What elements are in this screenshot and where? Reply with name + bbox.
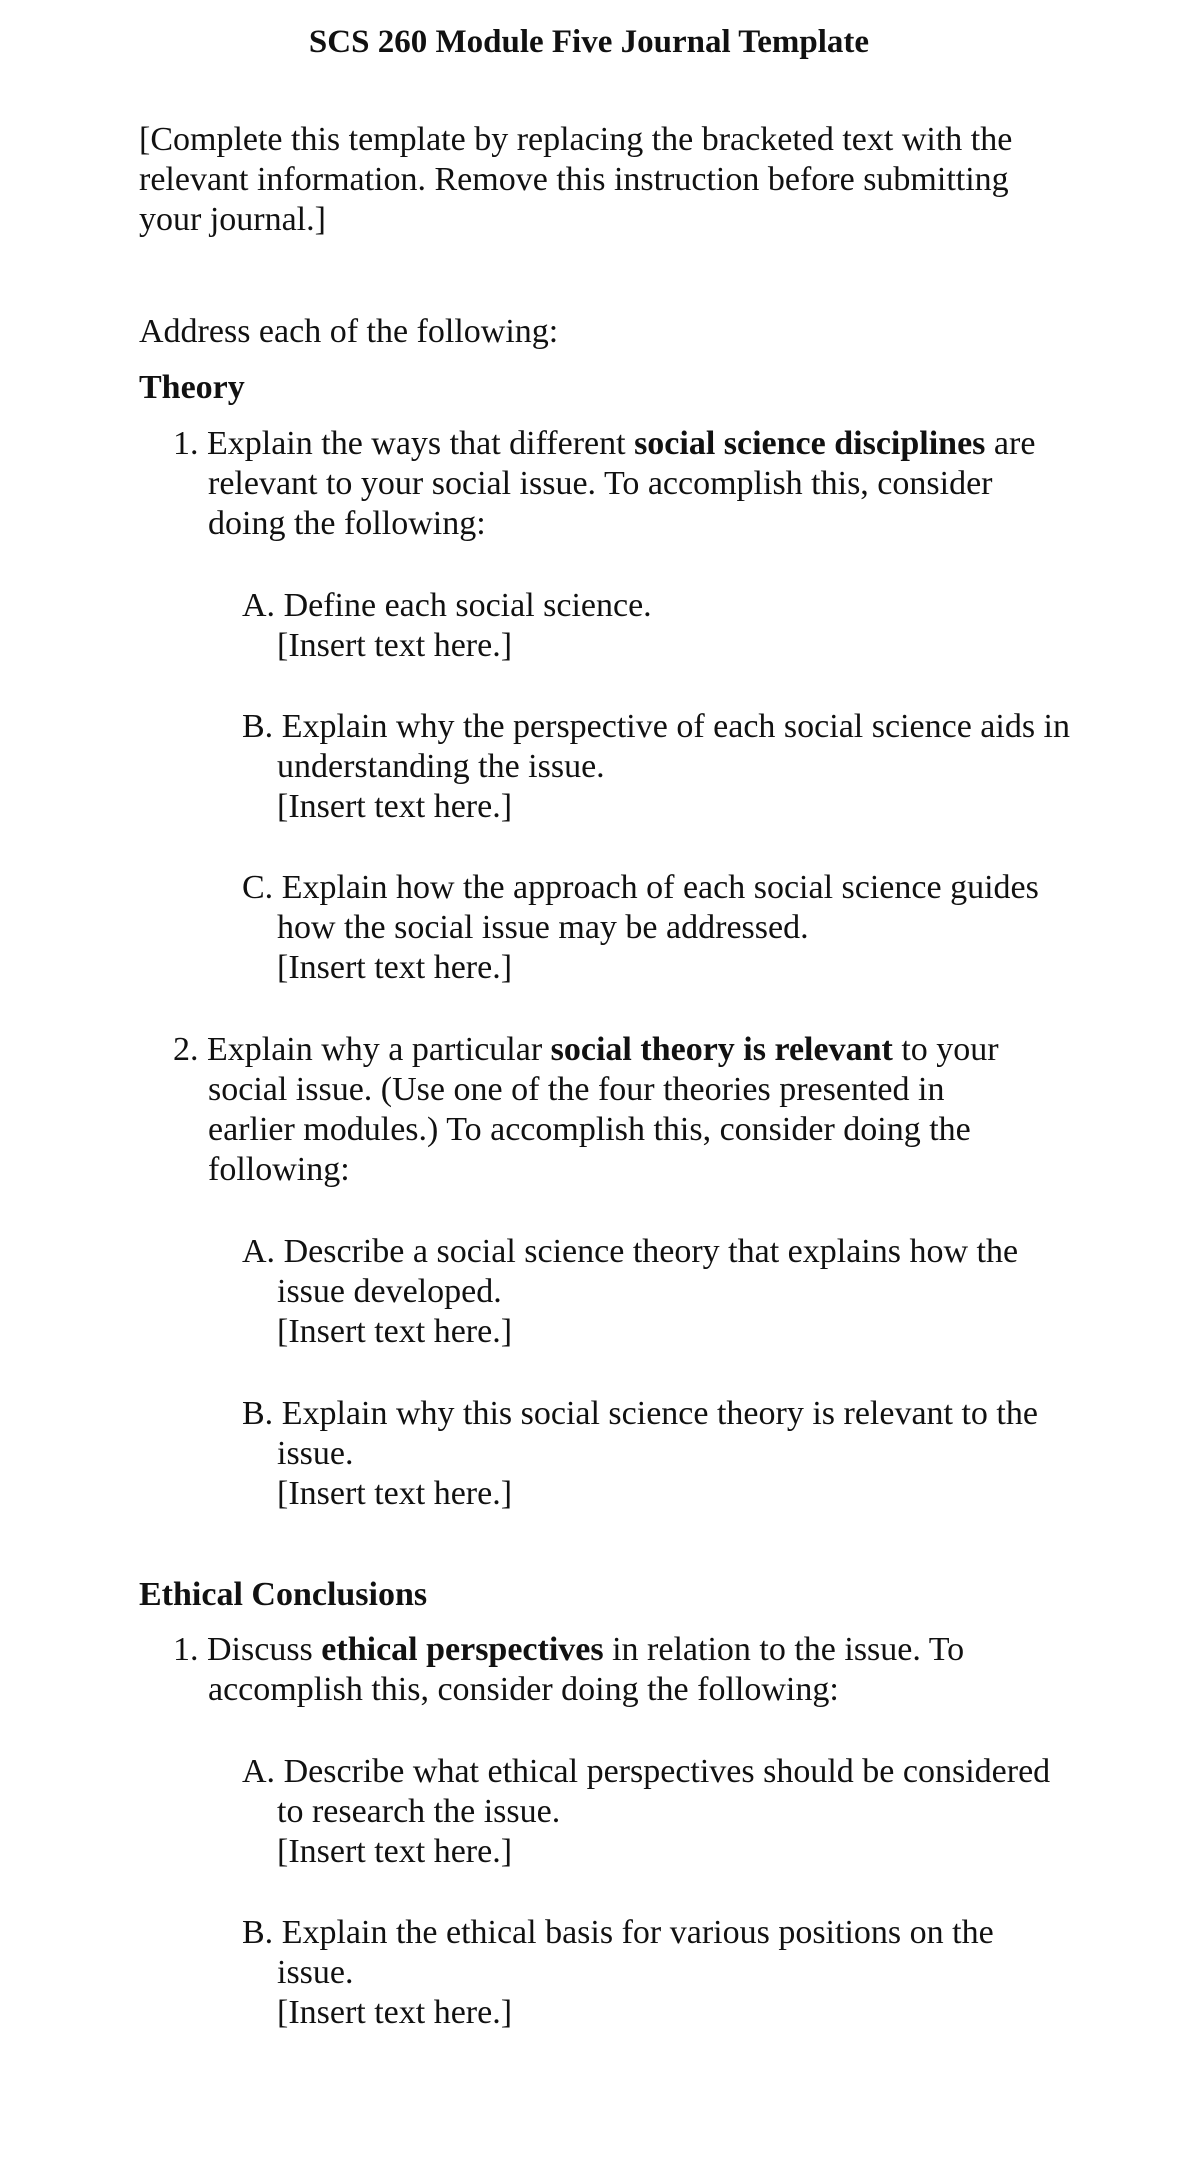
insert-text-placeholder: [Insert text here.] — [277, 627, 513, 664]
item-text-after: in relation to the issue. To accomplish this, consider doing the following: — [208, 1631, 965, 1708]
sub-text: Describe what ethical perspectives should be considered to research the issue. — [277, 1753, 1051, 1830]
item-text-after: are relevant to your social issue. To accomplish this, consider doing the following: — [208, 425, 1036, 542]
document-title: SCS 260 Module Five Journal Template — [308, 24, 870, 60]
sub-letter: A. — [242, 1233, 276, 1270]
sub-text: Explain the ethical basis for various positions on the issue. — [277, 1914, 994, 1991]
theory-item-2-sub-b — [242, 1394, 1077, 1514]
sub-letter: C. — [242, 869, 274, 906]
insert-text-placeholder: [Insert text here.] — [277, 1313, 513, 1350]
item-text-bold: ethical perspectives — [321, 1631, 604, 1668]
theory-item-1 — [173, 424, 1038, 544]
insert-text-placeholder: [Insert text here.] — [277, 1994, 513, 2031]
sub-letter: B. — [242, 1395, 274, 1432]
ethical-item-1-sub-a — [242, 1752, 1077, 1872]
sub-letter: B. — [242, 1914, 274, 1951]
sub-text: Explain why this social science theory is relevant to the issue. — [277, 1395, 1038, 1472]
insert-text-placeholder: [Insert text here.] — [277, 788, 513, 825]
sub-text: Explain how the approach of each social science guides how the social issue may be addressed. — [277, 869, 1039, 946]
item-text-before: Explain the ways that different — [207, 425, 635, 462]
section-heading-ethical-conclusions: Ethical Conclusions — [139, 1576, 428, 1613]
theory-item-2 — [173, 1030, 1038, 1190]
theory-item-1-sub-a — [242, 586, 1077, 666]
sub-text: Explain why the perspective of each social science aids in understanding the issue. — [277, 708, 1070, 785]
sub-letter: A. — [242, 1753, 276, 1790]
section-heading-theory: Theory — [139, 369, 245, 406]
ethical-item-1-sub-b — [242, 1913, 1077, 2033]
item-text-before: Explain why a particular — [207, 1031, 551, 1068]
item-text-before: Discuss — [207, 1631, 322, 1668]
sub-letter: A. — [242, 587, 276, 624]
item-number: 1. — [173, 1631, 199, 1668]
item-text-bold: social theory is relevant — [550, 1031, 893, 1068]
insert-text-placeholder: [Insert text here.] — [277, 949, 513, 986]
address-line: Address each of the following: — [139, 313, 559, 350]
insert-text-placeholder: [Insert text here.] — [277, 1475, 513, 1512]
theory-item-2-sub-a — [242, 1232, 1077, 1352]
sub-letter: B. — [242, 708, 274, 745]
theory-item-1-sub-c — [242, 868, 1077, 988]
item-number: 1. — [173, 425, 199, 462]
insert-text-placeholder: [Insert text here.] — [277, 1833, 513, 1870]
item-text-bold: social science disciplines — [634, 425, 986, 462]
sub-text: Define each social science. — [283, 587, 652, 624]
instructions-paragraph: [Complete this template by replacing the bracketed text with the relevant information. Remove this instruction before submitting your journal.] — [139, 121, 1013, 238]
theory-item-1-sub-b — [242, 707, 1077, 827]
item-number: 2. — [173, 1031, 199, 1068]
ethical-item-1 — [173, 1630, 1038, 1710]
item-text-after: to your social issue. (Use one of the four theories presented in earlier modules.) To accomplish this, consider doing the following: — [208, 1031, 999, 1188]
sub-text: Describe a social science theory that explains how the issue developed. — [277, 1233, 1019, 1310]
